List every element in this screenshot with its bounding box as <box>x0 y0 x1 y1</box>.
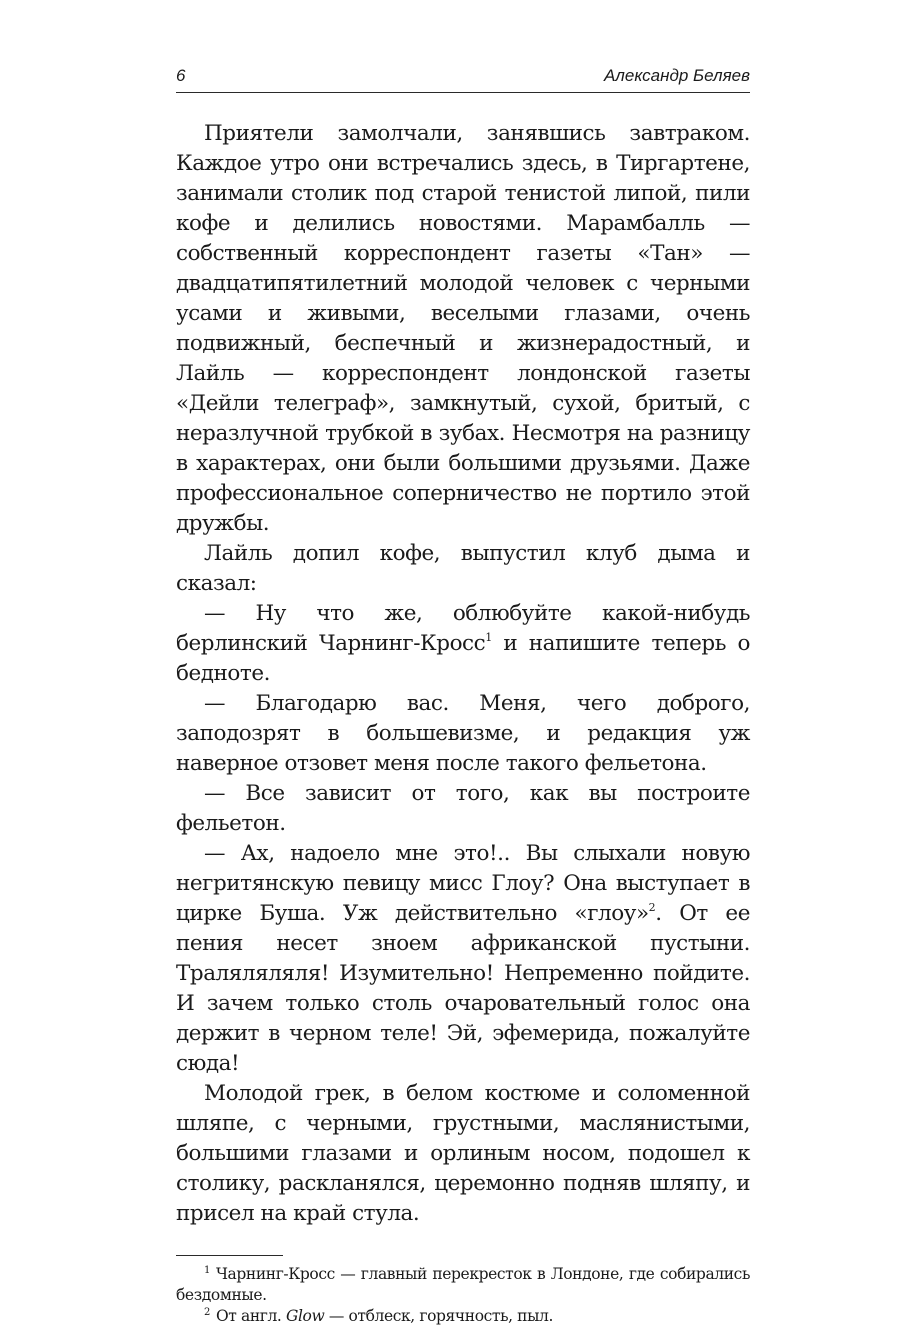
footnote-term: Glow <box>285 1307 325 1325</box>
book-page <box>176 60 750 1327</box>
footnote <box>176 1306 750 1327</box>
footnote-mark: 2 <box>204 1307 210 1318</box>
paragraph <box>176 839 750 1079</box>
paragraph: Приятели замолчали, занявшись завтраком. Каждое утро они встречались здесь, в Тиргартене, занимали столик под старой тенистой липой, пили кофе и делились новостями. Марамбалль — собственный корреспондент газеты «Тан» — двадцатипятилетний молодой человек с черными усами и живыми, веселыми глазами, очень подвижный, беспечный и жизнерадостный, и Лайль — корреспондент лондонской газеты «Дейли телеграф», замкнутый, сухой, бритый, с неразлучной трубкой в зубах. Несмотря на разницу в характерах, они были большими друзьями. Даже профессиональное соперничество не портило этой дружбы. <box>176 121 750 536</box>
author-name: Александр Беляев <box>603 66 750 85</box>
paragraph-text: . От ее пения несет зноем африканской пустыни. Траляляляля! Изумительно! Непременно пойдите. И зачем только столь очаровательный голос она держит в черном теле! Эй, эфемерида, пожалуйте сюда! <box>176 901 750 1076</box>
footnote <box>176 1264 750 1306</box>
footnote-text: — отблеск, горячность, пыл. <box>324 1307 554 1325</box>
footnote-ref: 1 <box>485 631 492 644</box>
footnote-ref: 2 <box>648 901 656 914</box>
footnote-divider <box>176 1255 283 1256</box>
running-head <box>176 60 750 93</box>
paragraph: Молодой грек, в белом костюме и соломенной шляпе, с черными, грустными, маслянистыми, большими глазами и орлиным носом, подошел к столику, раскланялся, церемонно подняв шляпу, и присел на край стула. <box>176 1081 750 1226</box>
footnote-text: Чарнинг-Кросс — главный перекресток в Лондоне, где собирались бездомные. <box>176 1265 750 1304</box>
footnote-mark: 1 <box>204 1265 210 1276</box>
paragraph <box>176 599 750 689</box>
footnote-prefix: От англ. <box>215 1307 286 1325</box>
paragraph-text: — Ах, надоело мне это!.. Вы слыхали новую негритянскую певицу мисс Глоу? Она выступает в цирке Буша. Уж действительно «глоу» <box>176 841 750 926</box>
paragraph-text: — Ну что же, облюбуйте какой-нибудь берлинский Чарнинг-Кросс <box>176 601 750 656</box>
paragraph-text: и напишите теперь о бедноте. <box>176 631 750 686</box>
body-text <box>176 119 750 1229</box>
paragraph: — Благодарю вас. Меня, чего доброго, заподозрят в большевизме, и редакция уж наверное отзовет меня после такого фельетона. <box>176 691 750 776</box>
paragraph: Лайль допил кофе, выпустил клуб дыма и сказал: <box>176 541 750 596</box>
page-number: 6 <box>176 66 186 85</box>
footnotes <box>176 1264 750 1327</box>
paragraph: — Все зависит от того, как вы построите фельетон. <box>176 781 750 836</box>
